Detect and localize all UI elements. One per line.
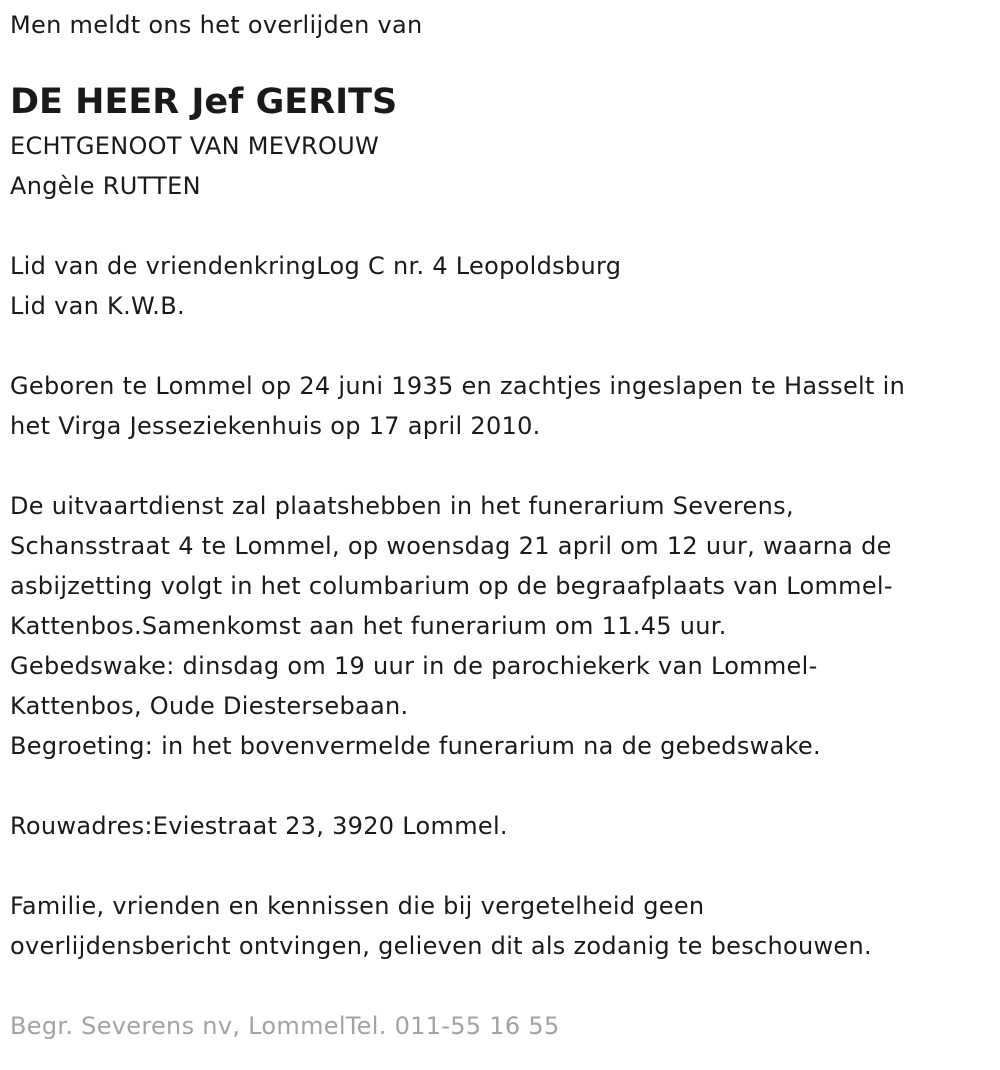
ceremony-line: Schansstraat 4 te Lommel, op woensdag 21 april om 12 uur, waarna de [10, 532, 892, 560]
ceremony-line: asbijzetting volgt in het columbarium op de begraafplaats van Lommel- [10, 572, 893, 600]
mourning-address: Rouwadres:Eviestraat 23, 3920 Lommel. [10, 812, 508, 840]
intro-text: Men meldt ons het overlijden van [10, 11, 423, 39]
memberships-paragraph [10, 246, 985, 326]
spacer [10, 766, 985, 806]
spacer [10, 446, 985, 486]
spacer [10, 846, 985, 886]
wake-line: Gebedswake: dinsdag om 19 uur in de parochiekerk van Lommel- [10, 652, 818, 680]
birth-death-line: Geboren te Lommel op 24 juni 1935 en zachtjes ingeslapen te Hasselt in [10, 372, 906, 400]
notice-paragraph [10, 886, 985, 966]
birth-death-line: het Virga Jesseziekenhuis op 17 april 2010. [10, 412, 541, 440]
ceremony-line: De uitvaartdienst zal plaatshebben in het funerarium Severens, [10, 492, 794, 520]
ceremony-paragraph [10, 486, 985, 766]
spacer [10, 966, 985, 1006]
notice-line: Familie, vrienden en kennissen die bij vergetelheid geen [10, 892, 705, 920]
deceased-name: DE HEER Jef GERITS [10, 82, 398, 122]
spouse-title: ECHTGENOOT VAN MEVROUW [10, 132, 380, 160]
notice-line: overlijdensbericht ontvingen, gelieven dit als zodanig te beschouwen. [10, 932, 872, 960]
membership-line: Lid van K.W.B. [10, 292, 185, 320]
birth-death-paragraph [10, 366, 985, 446]
wake-line: Kattenbos, Oude Diestersebaan. [10, 692, 409, 720]
spacer [10, 326, 985, 366]
spacer [10, 206, 985, 246]
funeral-director-footer: Begr. Severens nv, LommelTel. 011-55 16 55 [10, 1012, 560, 1040]
ceremony-line: Kattenbos.Samenkomst aan het funerarium om 11.45 uur. [10, 612, 727, 640]
greeting-line: Begroeting: in het bovenvermelde funerarium na de gebedswake. [10, 732, 821, 760]
death-notice [10, 6, 985, 1046]
membership-line: Lid van de vriendenkringLog C nr. 4 Leopoldsburg [10, 252, 622, 280]
spouse-name: Angèle RUTTEN [10, 172, 201, 200]
